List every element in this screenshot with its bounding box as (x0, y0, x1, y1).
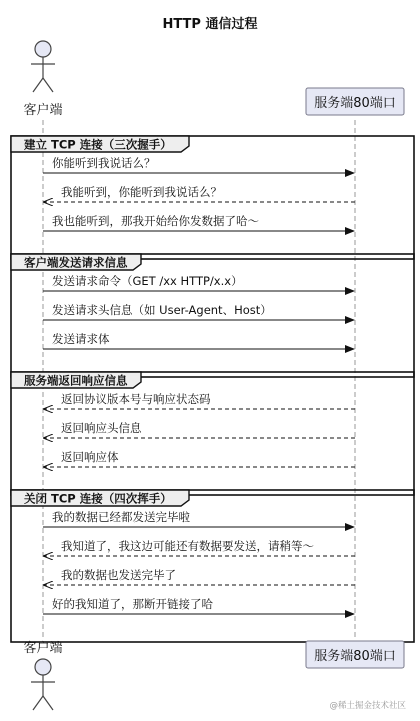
groups-layer (11, 136, 414, 642)
message-label: 发送请求体 (52, 332, 110, 346)
message-label: 返回响应体 (61, 450, 119, 464)
client-actor-bottom (23, 640, 62, 710)
message-label: 你能听到我说话么？ (52, 156, 156, 170)
server-participant-top (306, 88, 404, 115)
message-label: 返回协议版本号与响应状态码 (61, 392, 211, 406)
group-label: 服务端返回响应信息 (24, 373, 128, 388)
server-label-top: 服务端80端口 (314, 96, 396, 111)
group-frame (11, 136, 414, 259)
client-actor-top (23, 41, 62, 118)
group-frame (11, 372, 414, 495)
message-label: 我也能听到，那我开始给你发数据了哈～ (52, 214, 259, 228)
group-frame (11, 490, 414, 642)
server-participant-bottom (306, 641, 404, 668)
message-label: 发送请求命令（GET /xx HTTP/x.x） (52, 274, 243, 288)
watermark: @稀土掘金技术社区 (329, 701, 406, 711)
message-label: 我的数据已经都发送完毕啦 (52, 510, 190, 524)
message-label: 我的数据也发送完毕了 (61, 568, 176, 582)
message-label: 发送请求头信息（如 User-Agent、Host） (52, 303, 272, 317)
group-frame (11, 254, 414, 377)
message-label: 返回响应头信息 (61, 421, 142, 435)
group-label: 建立 TCP 连接（三次握手） (24, 137, 172, 152)
client-label-top: 客户端 (23, 103, 63, 118)
group-label: 客户端发送请求信息 (24, 255, 128, 270)
message-label: 我能听到，你能听到我说话么？ (61, 185, 222, 199)
server-label-bottom: 服务端80端口 (314, 649, 396, 664)
stick-figure-icon (31, 659, 55, 710)
client-label-bottom: 客户端 (23, 641, 63, 656)
message-label: 我知道了，我这边可能还有数据要发送，请稍等～ (61, 539, 314, 553)
message-label: 好的我知道了，那断开链接了哈 (52, 597, 213, 611)
diagram-title: HTTP 通信过程 (162, 17, 258, 32)
stick-figure-icon (31, 41, 55, 92)
group-label: 关闭 TCP 连接（四次挥手） (24, 491, 172, 506)
